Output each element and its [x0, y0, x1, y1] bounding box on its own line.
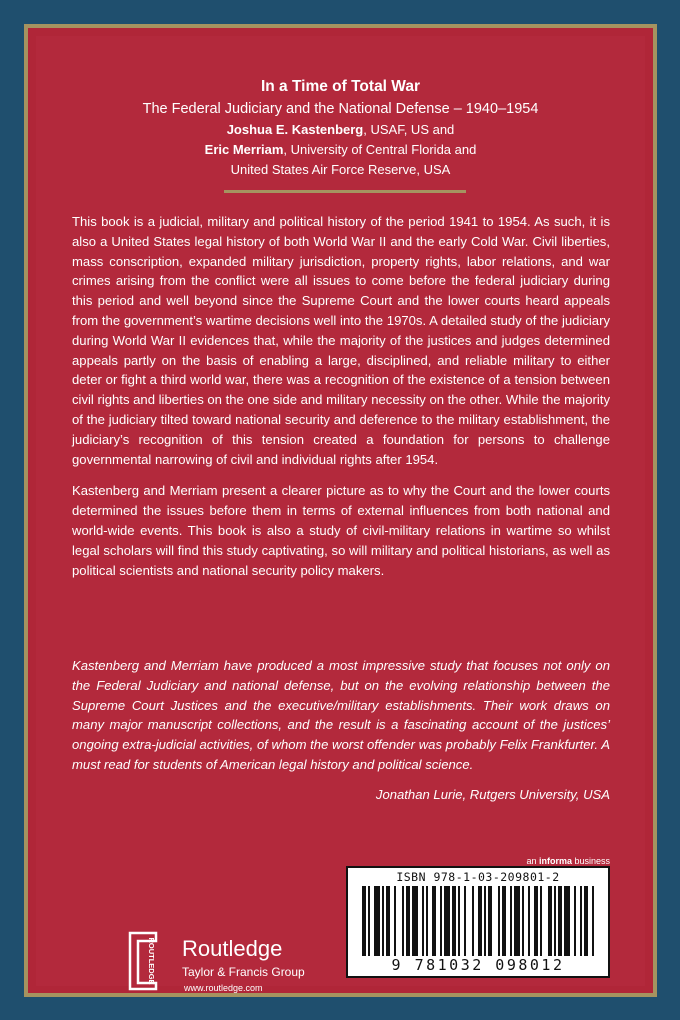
book-description [72, 212, 610, 592]
barcode-bar [382, 886, 384, 956]
barcode-bars [362, 886, 596, 956]
review-attribution: Jonathan Lurie, Rutgers University, USA [375, 787, 610, 802]
barcode-bar [478, 886, 482, 956]
author2-affiliation: , University of Central Florida and [283, 142, 477, 157]
barcode-bar [394, 886, 396, 956]
barcode-bar [402, 886, 404, 956]
barcode-bar [534, 886, 538, 956]
informa-prefix: an [526, 856, 539, 866]
book-subtitle: The Federal Judiciary and the National Defense – 1940–1954 [142, 101, 539, 117]
barcode-bar [522, 886, 524, 956]
barcode-bar [540, 886, 542, 956]
author-line-3: United States Air Force Reserve, USA [230, 162, 451, 177]
barcode-bar [440, 886, 442, 956]
barcode-bar [558, 886, 562, 956]
barcode-bar [472, 886, 474, 956]
isbn-label: ISBN 978-1-03-209801-2 [396, 870, 560, 884]
barcode-bar [548, 886, 552, 956]
barcode-bar [484, 886, 486, 956]
informa-tagline [430, 856, 610, 866]
barcode-bar [464, 886, 466, 956]
barcode-bar [374, 886, 380, 956]
title-block [36, 76, 645, 180]
barcode-bar [554, 886, 556, 956]
author-line-1 [36, 120, 645, 140]
barcode-bar [498, 886, 500, 956]
publisher-name: Routledge [182, 936, 283, 961]
informa-brand: informa [538, 856, 572, 866]
barcode-bar [574, 886, 576, 956]
barcode-bar [406, 886, 410, 956]
barcode-bar [510, 886, 512, 956]
author-line-2 [36, 140, 645, 160]
routledge-logo-icon [126, 931, 166, 991]
barcode-bar [368, 886, 370, 956]
barcode-digits: 9 781032 098012 [391, 956, 565, 974]
book-title: In a Time of Total War [260, 78, 421, 95]
barcode-box [346, 866, 610, 978]
barcode-bar [412, 886, 418, 956]
barcode-bar [422, 886, 424, 956]
informa-suffix: business [571, 856, 610, 866]
description-paragraph-2: Kastenberg and Merriam present a clearer picture as to why the Court and the lower courts determined the issues before them in terms of external influences from both national and world-wide events. This book is also a study of civil-military relations in wartime so whilst legal scholars will find this study captivating, so will military and political historians, as well as political scientists and national security policy makers. [72, 483, 610, 578]
author2-name: Eric Merriam [204, 142, 284, 157]
gold-divider [224, 190, 466, 193]
barcode-bar [362, 886, 366, 956]
barcode-bar [592, 886, 594, 956]
barcode-bar [564, 886, 570, 956]
barcode-bar [488, 886, 492, 956]
author1-name: Joshua E. Kastenberg [226, 122, 364, 137]
barcode-bar [458, 886, 460, 956]
publisher-block [126, 931, 346, 1001]
author1-affiliation: , USAF, US and [363, 122, 455, 137]
barcode-bar [502, 886, 506, 956]
publisher-group: Taylor & Francis Group [182, 965, 305, 979]
barcode-bar [452, 886, 456, 956]
barcode-bar [426, 886, 428, 956]
barcode-bar [528, 886, 530, 956]
description-paragraph-1: This book is a judicial, military and political history of the period 1941 to 1954. As such, it is also a United States legal history of both World War II and the early Cold War. Civil liberties, mass conscription, expanded military jurisdiction, property rights, labor relations, and war crimes arising from the conflict were all issues to come before the federal judiciary during this period and well beyond since the Supreme Court and the lower courts heard appeals from the government’s wartime decisions well into the 1970s. A detailed study of the judiciary during World War II evidences that, while the majority of the justices and judges determined appeals partly on the basis of enabling a large, disciplined, and reliable military to either deter or fight a third world war, there was a recognition of the existence of a tension between civil rights and liberties on the one side and military necessity on the other. While the majority of the judiciary tilted toward national security and deference to the military establishment, the judiciary’s recognition of this tension created a foundation for persons to challenge governmental narrowing of civil and individual rights after 1954. [72, 214, 610, 467]
barcode-bar [584, 886, 588, 956]
barcode-bar [386, 886, 390, 956]
barcode-bar [432, 886, 436, 956]
review-quote: Kastenberg and Merriam have produced a most impressive study that focuses not only on the Federal Judiciary and national defense, but on the evolving relationship between the Supreme Court Justices and the executive/military establishments. Their work draws on many major manuscript collections, and the result is a fascinating account of the justices’ ongoing extra-judicial activities, of whom the worst offender was probably Felix Frankfurter. A must read for students of American legal history and political science. [72, 658, 610, 772]
publisher-url: www.routledge.com [184, 983, 263, 993]
barcode-bar [580, 886, 582, 956]
barcode-bar [514, 886, 520, 956]
routledge-logo-wordmark: ROUTLEDGE [147, 937, 156, 985]
barcode-bar [444, 886, 450, 956]
